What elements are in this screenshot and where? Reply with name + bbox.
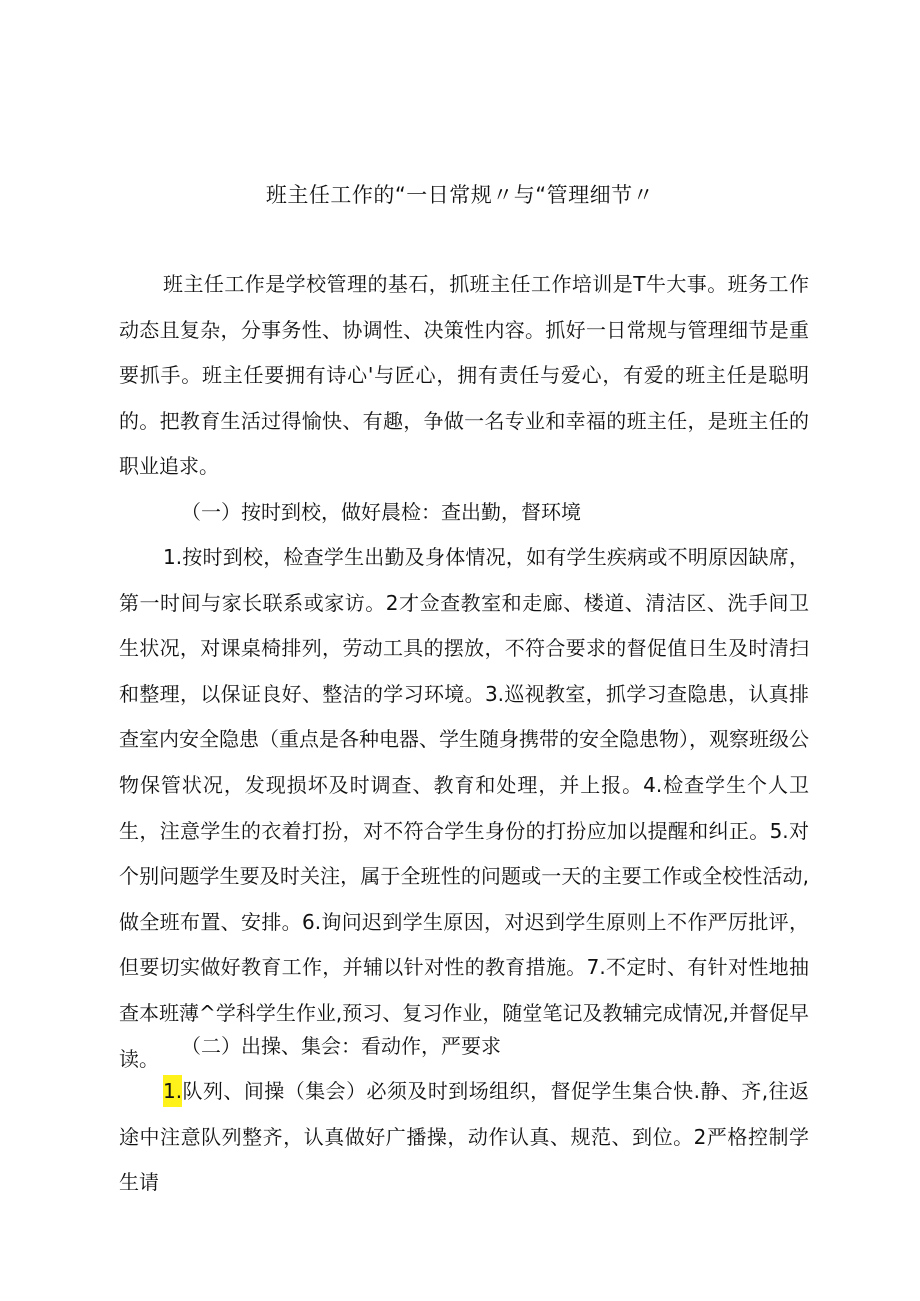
section-heading-1: （一）按时到校，做好晨检：查出勤，督环境 [181,500,581,524]
document-title: 班主任工作的“一日常规〃与“管理细节〃 [265,183,655,207]
section-1-paragraph: 1.按时到校，检查学生出勤及身体情况，如有学生疾病或不明原因缺席，第一时间与家长联系或家访。2才佥查教室和走廊、楼道、清洁区、洗手间卫生状况，对课桌椅排列，劳动工具的摆放，不符合要求的督促值日生及时清扫和整理，以保证良好、整洁的学习环境。3.巡视教室，抓学习查隐患，认真排查室内安全隐患（重点是各种电器、学生随身携带的安全隐患物），观察班级公物保管状况，发现损坏及时调查、教育和处理，并上报。4.检查学生个人卫生，注意学生的衣着打扮，对不符合学生身份的打扮应加以提醒和纠正。5.对个别问题学生要及时关注，属于全班性的问题或一天的主要工作或全校性活动,做全班布置、安排。6.询问迟到学生原因，对迟到学生原则上不作严厉批评，但要切实做好教育工作，并辅以针对性的教育措施。7.不定时、有针对性地抽查本班薄^学科学生作业,预习、复习作业，随堂笔记及教辅完成情况,并督促早读。 [119,545,809,1071]
intro-paragraph: 班主任工作是学校管理的基石，抓班主任工作培训是T牛大事。班务工作动态且复杂，分事务性、协调性、决策性内容。抓好一日常规与管理细节是重要抓手。班主任要拥有诗心'与匠心，拥有责任与爱心，有爱的班主任是聪明的。把教育生活过得愉快、有趣，争做一名专业和幸福的班主任，是班主任的职业追求。 [119,272,809,479]
section-2-text: 队列、间操（集会）必须及时到场组织，督促学生集合快.静、齐,往返途中注意队列整齐，认真做好广播操，动作认真、规范、到位。2严格控制学生请 [119,1079,809,1195]
highlighted-text: 1. [163,1075,182,1107]
section-2-paragraph [119,1069,809,1206]
section-heading-2: （二）出操、集会：看动作，严要求 [181,1034,501,1058]
